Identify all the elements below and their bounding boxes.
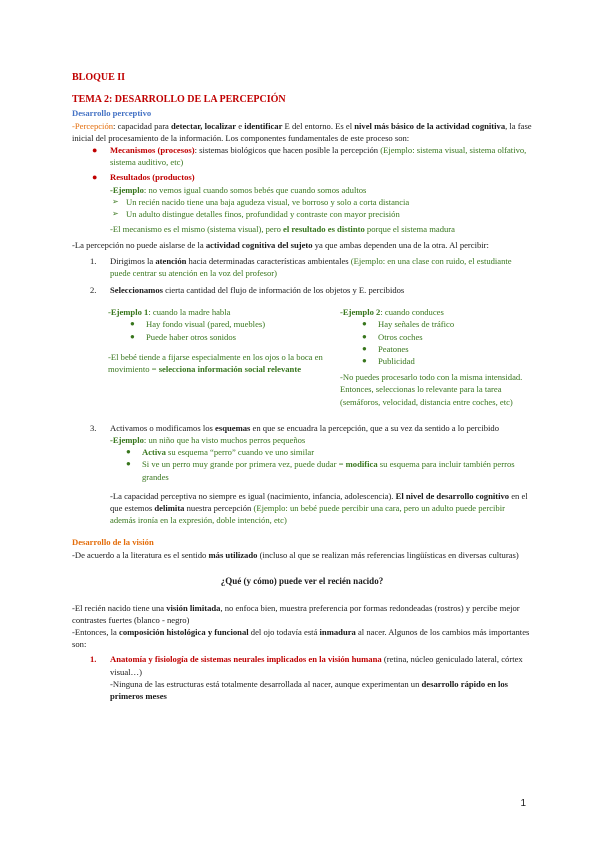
list-item: ● Hay señales de tráfico	[362, 319, 455, 330]
numbered-item-1: 1. Dirigimos la atención hacia determinadas características ambientales (Ejemplo: en una clase con ruido, el estudiante puede centrar su atención en la voz del profesor)	[90, 255, 512, 278]
arrow-icon: ➢	[112, 196, 119, 206]
recien-nacido-paragraph: -El recién nacido tiene una visión limitada, no enfoca bien, muestra preferencia por formas redondeadas (rostros) y percibe mejor contrastes fuertes (blanco - negro)	[72, 602, 520, 625]
esquemas-example: -Ejemplo: un niño que ha visto muchos perros pequeños	[110, 435, 306, 446]
arrow-item: ➢ Un recién nacido tiene una baja agudeza visual, ve borroso y solo a corta distancia	[112, 196, 410, 207]
bullet-icon: ●	[126, 459, 131, 469]
example-column-1: -Ejemplo 1: cuando la madre habla ● Hay fondo visual (pared, muebles) ● Puede haber otros sonidos -El bebé tiende a fijarse especialmente en los ojos o la boca en movimiento = selecciona información social relevante	[108, 306, 340, 408]
example-column-2: -Ejemplo 2: cuando conduces ● Hay señales de tráfico ● Otros coches ● Peatones ● Publicidad -No puedes procesarlo todo con la misma intensidad. Entonces, seleccionas lo relevante para la tarea (semáforos, velocidad, distancia entre coches, etc)	[340, 306, 532, 408]
bullet-icon: ●	[130, 331, 135, 341]
bullet-icon: ●	[92, 144, 98, 155]
page-number: 1	[520, 798, 526, 809]
bullet-mecanismos: ● Mecanismos (procesos): sistemas biológicos que hacen posible la percepción (Ejemplo: sistema visual, sistema olfativo, sistema auditivo, etc)	[92, 144, 527, 168]
numbered-item-3: 3. Activamos o modificamos los esquemas en que se encuadra la percepción, que a su vez da sentido a lo percibido	[90, 422, 500, 433]
definition-paragraph: -Percepción: capacidad para detectar, localizar e identificar E del entorno. Es el nivel más básico de la actividad cognitiva, la fase inicial del procesamiento de la información. Los componentes fundamentales de este proceso son:	[72, 120, 532, 143]
bullet-icon: ●	[362, 331, 367, 341]
list-item: ● Puede haber otros sonidos	[130, 331, 236, 342]
bullet-icon: ●	[362, 319, 367, 329]
mecanismo-note: -El mecanismo es el mismo (sistema visual), pero el resultado es distinto porque el sistema madura	[110, 224, 455, 235]
bullet-icon: ●	[130, 319, 135, 329]
bullet-icon: ●	[362, 356, 367, 366]
bloque-heading: BLOQUE II	[72, 72, 126, 83]
numbered-item-2: 2. Seleccionamos cierta cantidad del flujo de información de los objetos y E. percibidos	[90, 285, 405, 296]
aislar-paragraph: -La percepción no puede aislarse de la actividad cognitiva del sujeto ya que ambas dependen una de la otra. Al percibir:	[72, 240, 489, 251]
entonces-paragraph: -Entonces, la composición histológica y funcional del ojo todavía está inmadura al nacer. Algunos de los cambios más importantes son:	[72, 627, 530, 650]
bullet-resultados: ● Resultados (productos)	[92, 172, 195, 183]
list-item: ● Peatones	[362, 343, 409, 354]
resultados-example: -Ejemplo: no vemos igual cuando somos bebés que cuando somos adultos	[110, 184, 367, 195]
arrow-item: ➢ Un adulto distingue detalles finos, profundidad y contraste con mayor precisión	[112, 209, 400, 219]
document-page	[72, 71, 532, 702]
list-item: ● Hay fondo visual (pared, muebles)	[130, 319, 266, 330]
anatomia-note: -Ninguna de las estructuras está totalmente desarrollada al nacer, aunque experimentan un desarrollo rápido en los primeros meses	[110, 678, 509, 702]
list-item: ● Publicidad	[362, 356, 415, 367]
numbered-item-anatomia: 1. Anatomía y fisiología de sistemas neurales implicados en la visión humana (retina, núcleo geniculado lateral, córtex visual…)	[90, 654, 523, 677]
list-item: ● Activa su esquema “perro” cuando ve uno similar	[126, 447, 315, 458]
section-heading-perceptivo: Desarrollo perceptivo	[72, 108, 152, 119]
list-item: ● Otros coches	[362, 331, 423, 342]
example-columns	[108, 306, 532, 408]
arrow-icon: ➢	[112, 209, 119, 218]
capacidad-paragraph: -La capacidad perceptiva no siempre es igual (nacimiento, infancia, adolescencia). El nivel de desarrollo cognitivo en el que estemos delimita nuestra percepción (Ejemplo: un bebé puede percibir una cara, pero un adulto puede percibir además ironía en la expresión, doble intención, etc)	[110, 490, 528, 526]
bullet-icon: ●	[126, 447, 131, 457]
bullet-icon: ●	[92, 172, 98, 183]
vision-paragraph: -De acuerdo a la literatura es el sentido más utilizado (incluso al que se realizan más referencias lingüísticas en diversas culturas)	[72, 549, 519, 560]
question-heading: ¿Qué (y cómo) puede ver el recién nacido?	[220, 575, 384, 586]
bullet-icon: ●	[362, 343, 367, 353]
list-item: ● Si ve un perro muy grande por primera vez, puede dudar = modifica su esquema para incluir también perros grandes	[126, 459, 515, 482]
section-heading-vision: Desarrollo de la visión	[72, 537, 154, 548]
tema-heading: TEMA 2: DESARROLLO DE LA PERCEPCIÓN	[72, 94, 286, 106]
